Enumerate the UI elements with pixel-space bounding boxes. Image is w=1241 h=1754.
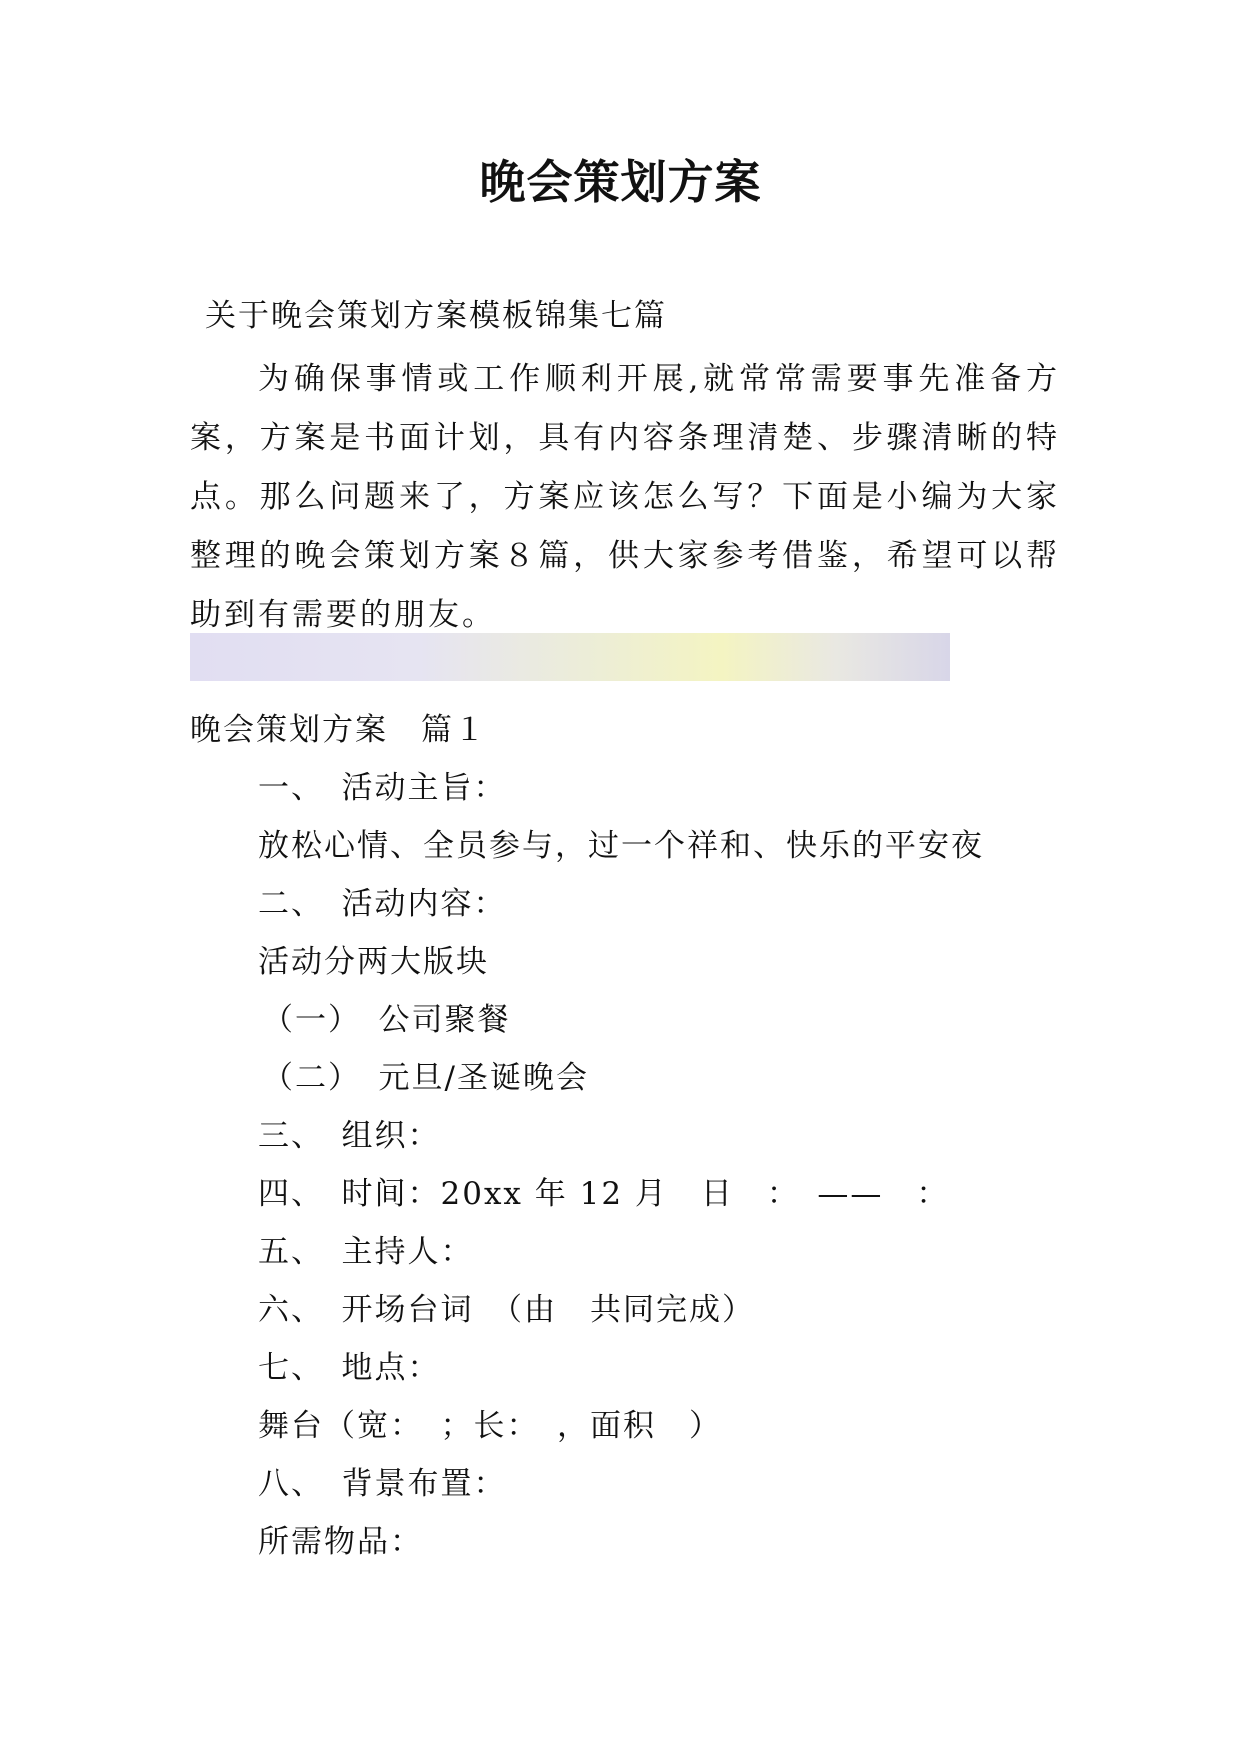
list-item: 七、 地点： xyxy=(258,1350,441,1386)
list-item: （二） 元旦/圣诞晚会 xyxy=(262,1060,589,1096)
section-title: 晚会策划方案 篇１ xyxy=(190,712,487,748)
intro-paragraph: 为确保事情或工作顺利开展,就常常需要事先准备方案，方案是书面计划，具有内容条理清楚、步骤清晰的特点。那么问题来了，方案应该怎么写？下面是小编为大家整理的晚会策划方案８篇，供大家参考借鉴，希望可以帮助到有需要的朋友。 xyxy=(190,361,1060,633)
list-item: 一、 活动主旨： xyxy=(258,770,507,806)
list-item: 所需物品： xyxy=(258,1524,423,1560)
intro-title: 关于晚会策划方案模板锦集七篇 xyxy=(205,298,667,334)
list-item: 四、 时间：20xx 年 12 月 日 ： —— ： xyxy=(258,1176,950,1212)
list-item: 放松心情、全员参与，过一个祥和、快乐的平安夜 xyxy=(258,828,984,864)
list-item: 八、 背景布置： xyxy=(258,1466,507,1502)
document-title: 晚会策划方案 xyxy=(479,155,762,209)
decorative-banner-image xyxy=(190,633,950,681)
list-item: 活动分两大版块 xyxy=(258,944,489,980)
list-item: （一） 公司聚餐 xyxy=(262,1002,511,1038)
list-item: 六、 开场台词 （由 共同完成） xyxy=(258,1292,755,1328)
list-item: 五、 主持人： xyxy=(258,1234,474,1270)
list-item: 二、 活动内容： xyxy=(258,886,507,922)
list-item: 三、 组织： xyxy=(258,1118,441,1154)
list-item: 舞台（宽： ；长： ，面积 ） xyxy=(258,1408,722,1444)
